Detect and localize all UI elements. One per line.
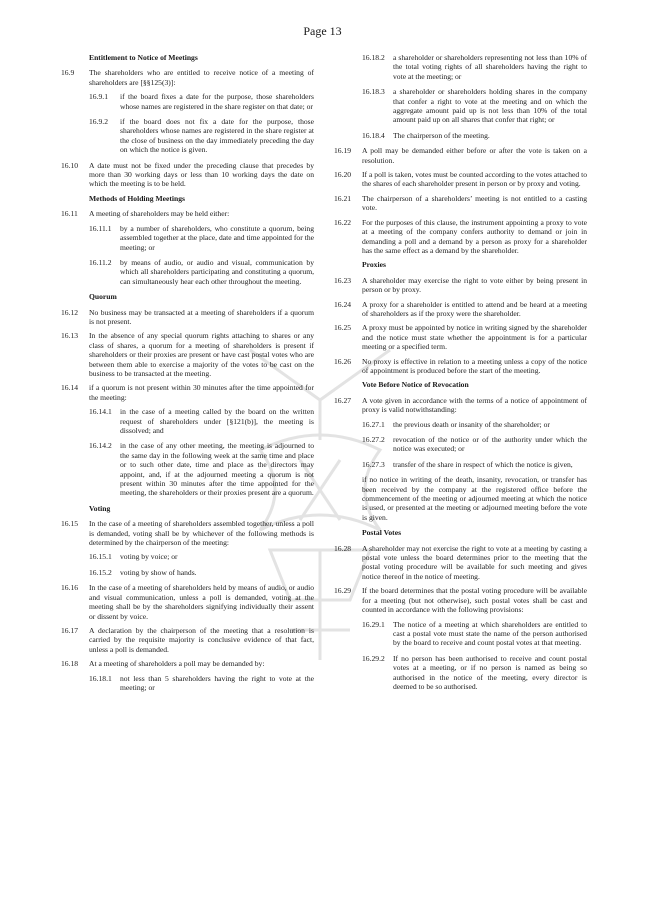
clause-number: 16.27.2 xyxy=(362,435,385,444)
clause xyxy=(334,544,587,582)
clause-number: 16.25 xyxy=(334,323,352,333)
clause-text: not less than 5 shareholders having the right to vote at the meeting; or xyxy=(120,673,314,692)
clause xyxy=(61,583,314,621)
subclause xyxy=(362,131,587,140)
clause xyxy=(334,170,587,189)
clause-text: A shareholder may not exercise the right to vote at a meeting by casting a postal vote unless the board determines prior to the meeting that the postal voting procedure will be available for such meeting and gives notice thereof in the notice of meeting. xyxy=(362,543,587,581)
clause-text: by means of audio, or audio and visual, communication by which all shareholders participating and constituting a quorum, can simultaneously hear each other throughout the meeting. xyxy=(120,257,314,286)
clause xyxy=(61,68,314,87)
clause xyxy=(61,519,314,547)
clause xyxy=(61,161,314,189)
subclause xyxy=(89,117,314,155)
clause-text: If a poll is taken, votes must be counted according to the votes attached to the shares of each shareholder present in person or by proxy and voting. xyxy=(362,170,587,189)
clause-number: 16.24 xyxy=(334,299,352,309)
clause xyxy=(61,209,314,218)
page-number: Page 13 xyxy=(303,24,342,38)
subclause xyxy=(362,53,587,81)
clause-number: 16.15.1 xyxy=(89,552,112,562)
clause-text: if the board fixes a date for the purpose, those shareholders whose names are registered in the share register on that date; or xyxy=(120,92,314,111)
subclause xyxy=(89,92,314,111)
clause-text: A proxy for a shareholder is entitled to attend and be heard at a meeting of shareholders as if the proxy were the shareholder. xyxy=(362,299,587,318)
section-heading: Quorum xyxy=(89,292,117,302)
clause xyxy=(334,396,587,415)
clause xyxy=(334,218,587,256)
clause-number: 16.18 xyxy=(61,659,79,669)
clause-text: A poll may be demanded either before or after the vote is taken on a resolution. xyxy=(362,146,587,165)
clause-text: A declaration by the chairperson of the meeting that a resolution is carried by the requisite majority is conclusive evidence of that fact, unless a poll is demanded. xyxy=(89,625,314,654)
clause-number: 16.18.4 xyxy=(362,130,385,140)
clause-number: 16.15 xyxy=(61,519,79,529)
left-column xyxy=(61,53,314,698)
clause-text: in the case of any other meeting, the meeting is adjourned to the same day in the following week at the same time and place or to such other date, time and place as the directors may appoint, and, if at the adjourned meeting a quorum is not present within 30 minutes after the time appointed for the meeting, the shareholders or their proxies present are a quorum. xyxy=(120,441,314,498)
clause-text: voting by voice; or xyxy=(120,552,178,562)
clause-text: In the absence of any special quorum rights attaching to shares or any class of shares, a quorum for a meeting of shareholders is present if shareholders or their proxies are present or have cast postal votes who are between them able to exercise a majority of the votes to be cast on the business to be transacted at the meeting. xyxy=(89,331,314,378)
subclause xyxy=(362,87,587,125)
subclause xyxy=(362,420,587,429)
clause-text: The chairperson of the meeting. xyxy=(393,130,490,140)
clause-number: 16.14.1 xyxy=(89,407,112,417)
clause-text: A proxy must be appointed by notice in writing signed by the shareholder and the notice must state whether the appointment is for a particular meeting or a specified term. xyxy=(362,323,587,352)
clause-text: a shareholder or shareholders holding shares in the company that confer a right to vote at the meeting and on which the aggregate amount paid up is not less than 10% of the total amount paid up on all shares that confer that right; or xyxy=(393,87,587,125)
clause-number: 16.29.2 xyxy=(362,653,385,663)
clause-number: 16.19 xyxy=(334,146,352,156)
clause-text: In the case of a meeting of shareholders held by means of audio, or audio and visual communication, unless a poll is demanded, voting at the meeting shall be by the shareholders signifying individually their assent or dissent by voice. xyxy=(89,583,314,621)
clause-text: the previous death or insanity of the shareholder; or xyxy=(393,419,550,429)
clause-number: 16.26 xyxy=(334,356,352,366)
clause-text: No proxy is effective in relation to a meeting unless a copy of the notice of appointment is produced before the start of the meeting. xyxy=(362,356,587,375)
clause xyxy=(334,146,587,165)
clause-text: If no person has been authorised to receive and count postal votes at a meeting, or if no person is named as being so authorised in the notice of the meeting, every director is deemed to be so authorised. xyxy=(393,653,587,691)
clause-number: 16.18.2 xyxy=(362,53,385,62)
clause-text: voting by show of hands. xyxy=(120,567,197,577)
section-heading: Entitlement to Notice of Meetings xyxy=(89,53,198,62)
clause-text: if the board does not fix a date for the purpose, those shareholders whose names are registered in the share register at the close of business on the day immediately preceding the day on which the notice is given. xyxy=(120,117,314,155)
clause-text: For the purposes of this clause, the instrument appointing a proxy to vote at a meeting of the company confers authority to demand or join in demanding a poll and a demand by a person as proxy for a shareholder has the same effect as a demand by the shareholder. xyxy=(362,217,587,255)
clause-text: A shareholder may exercise the right to vote either by being present in person or by proxy. xyxy=(362,275,587,295)
clause xyxy=(334,323,587,351)
subclause xyxy=(362,435,587,454)
clause-text: a shareholder or shareholders representing not less than 10% of the total voting rights of all shareholders having the right to vote at the meeting; or xyxy=(393,53,587,81)
clause xyxy=(61,383,314,402)
clause-text: revocation of the notice or of the authority under which the notice was executed; or xyxy=(393,435,587,454)
continuation-paragraph: if no notice in writing of the death, insanity, revocation, or transfer has been received by the company at the registered office before the commencement of the meeting or adjourned meeting at which the notice is used, or presented at the meeting or adjourned meeting before the vote is given. xyxy=(362,475,587,522)
clause-number: 16.23 xyxy=(334,275,352,285)
clause xyxy=(61,626,314,654)
clause-text: In the case of a meeting of shareholders assembled together, unless a poll is demanded, voting shall be by whichever of the following methods is determined by the chairperson of the meeting: xyxy=(89,519,314,548)
clause-text: transfer of the share in respect of which the notice is given, xyxy=(393,459,573,469)
subclause xyxy=(89,407,314,435)
subclause xyxy=(89,674,314,693)
clause-number: 16.17 xyxy=(61,625,79,635)
clause-number: 16.18.3 xyxy=(362,87,385,97)
clause-number: 16.29 xyxy=(334,586,352,596)
clause-text: A meeting of shareholders may be held either: xyxy=(89,209,230,219)
clause xyxy=(61,331,314,378)
clause-text: The chairperson of a shareholders’ meeting is not entitled to a casting vote. xyxy=(362,193,587,213)
clause xyxy=(334,194,587,213)
subclause xyxy=(89,552,314,561)
clause-number: 16.21 xyxy=(334,193,352,203)
clause-text: No business may be transacted at a meeting of shareholders if a quorum is not present. xyxy=(89,307,314,326)
clause-number: 16.12 xyxy=(61,307,79,317)
clause-number: 16.14 xyxy=(61,383,79,393)
subclause xyxy=(89,568,314,577)
subclause xyxy=(362,460,587,469)
clause-text: A date must not be fixed under the preceding clause that precedes by more than 30 working days or less than 10 working days the date on which the meeting is to be held. xyxy=(89,160,314,189)
clause-number: 16.27.1 xyxy=(362,419,385,429)
clause-text: by a number of shareholders, who constitute a quorum, being assembled together at the place, date and time appointed for the meeting; or xyxy=(120,223,314,252)
clause-text: A vote given in accordance with the terms of a notice of appointment of proxy is valid notwithstanding: xyxy=(362,395,587,415)
clause-number: 16.20 xyxy=(334,170,352,180)
clause xyxy=(61,308,314,327)
section-heading: Methods of Holding Meetings xyxy=(89,193,185,203)
clause-text: in the case of a meeting called by the board on the written request of shareholders under [§121(b)], the meeting is dissolved; and xyxy=(120,407,314,435)
clause-text: If the board determines that the postal voting procedure will be available for a meeting (but not otherwise), such postal votes shall be cast and counted in accordance with the following provisions: xyxy=(362,586,587,615)
clause-number: 16.16 xyxy=(61,583,79,593)
clause-number: 16.13 xyxy=(61,331,79,341)
clause-number: 16.9 xyxy=(61,68,75,78)
right-column xyxy=(334,53,587,697)
subclause xyxy=(89,258,314,286)
section-heading: Voting xyxy=(89,503,111,513)
clause-number: 16.11 xyxy=(61,209,78,219)
section-heading: Vote Before Notice of Revocation xyxy=(362,380,469,390)
subclause xyxy=(89,224,314,252)
clause-text: At a meeting of shareholders a poll may be demanded by: xyxy=(89,659,265,669)
section-heading: Postal Votes xyxy=(362,528,402,538)
clause xyxy=(334,357,587,376)
clause xyxy=(334,300,587,319)
clause-number: 16.28 xyxy=(334,543,352,553)
clause xyxy=(334,276,587,295)
clause xyxy=(334,586,587,614)
subclause xyxy=(362,654,587,692)
clause-number: 16.27 xyxy=(334,395,352,405)
subclause xyxy=(89,441,314,497)
clause-text: if a quorum is not present within 30 minutes after the time appointed for the meeting: xyxy=(89,383,314,402)
clause-number: 16.9.1 xyxy=(89,92,108,102)
clause-number: 16.9.2 xyxy=(89,117,108,127)
clause-number: 16.10 xyxy=(61,160,79,170)
clause-number: 16.18.1 xyxy=(89,673,112,683)
clause-number: 16.15.2 xyxy=(89,567,112,577)
clause-number: 16.11.2 xyxy=(89,257,112,267)
clause-number: 16.22 xyxy=(334,217,352,227)
clause-number: 16.27.3 xyxy=(362,459,385,469)
subclause xyxy=(362,620,587,648)
clause-number: 16.14.2 xyxy=(89,441,112,451)
clause-number: 16.11.1 xyxy=(89,223,112,233)
section-heading: Proxies xyxy=(362,260,386,270)
clause xyxy=(61,659,314,668)
clause-number: 16.29.1 xyxy=(362,619,385,629)
clause-text: The shareholders who are entitled to receive notice of a meeting of shareholders are [§§125(3)]: xyxy=(89,68,314,87)
clause-text: The notice of a meeting at which shareholders are entitled to cast a postal vote must state the name of the person authorised by the board to receive and count postal votes at that meeting. xyxy=(393,619,587,648)
